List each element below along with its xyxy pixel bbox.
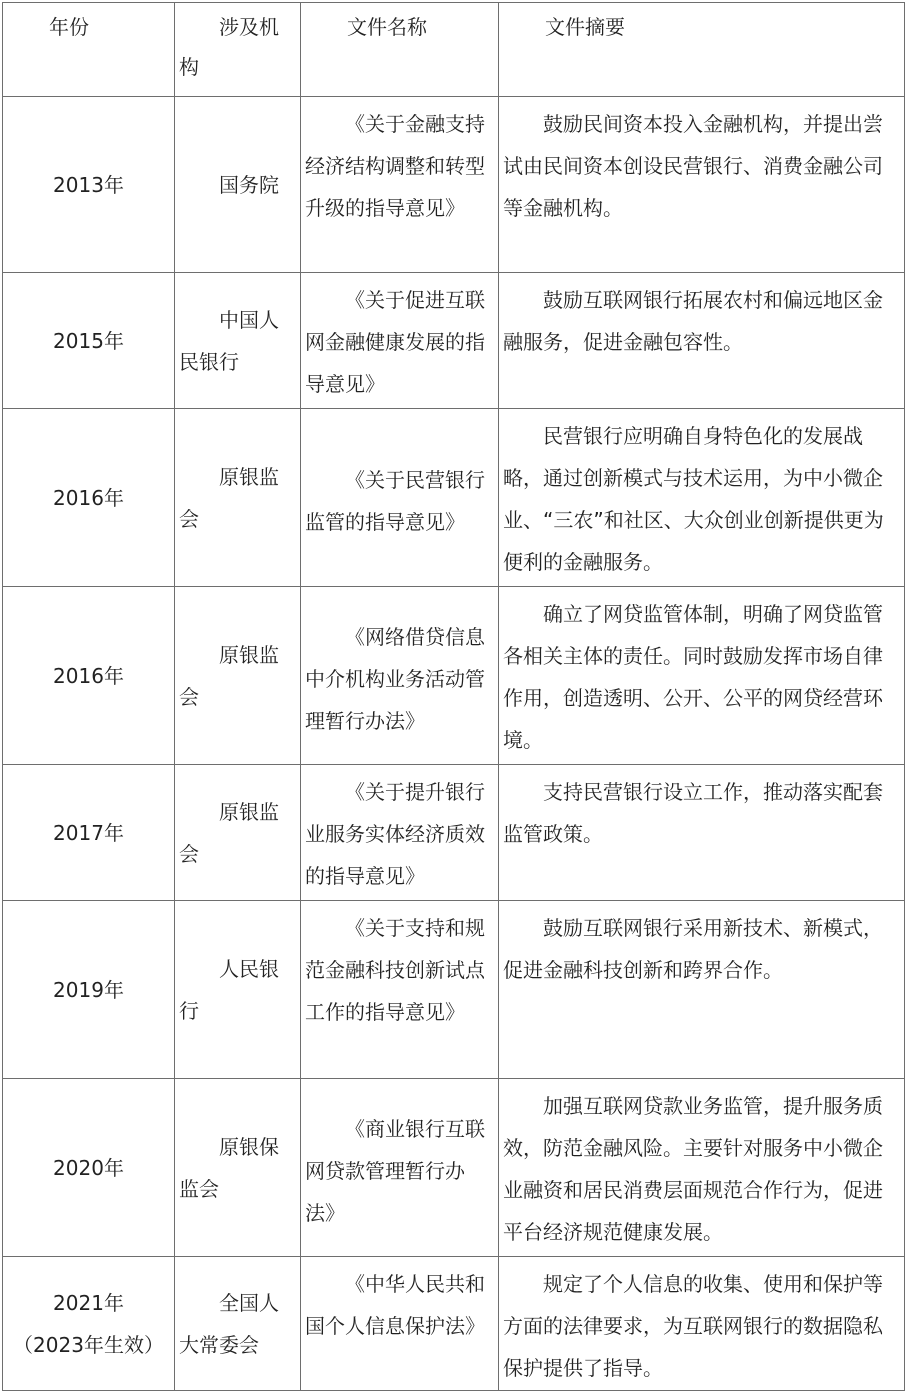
- header-year: 年份: [3, 3, 175, 97]
- summary-text: 民营银行应明确自身特色化的发展战略，通过创新模式与技术运用，为中小微企业、“三农”和社区、大众创业创新提供更为便利的金融服务。: [503, 424, 884, 574]
- header-name: 文件名称: [301, 3, 499, 97]
- doc-name-cell: [301, 1257, 499, 1391]
- org-cell: [175, 273, 301, 409]
- year-cell: [3, 97, 175, 273]
- org-text: 全国人大常委会: [179, 1290, 279, 1357]
- year-text: 2015年: [53, 328, 124, 353]
- table-row: [3, 1079, 905, 1257]
- summary-cell: [499, 901, 905, 1079]
- org-cell: [175, 901, 301, 1079]
- org-cell: [175, 765, 301, 901]
- year-cell: [3, 1257, 175, 1391]
- summary-text: 鼓励互联网银行拓展农村和偏远地区金融服务，促进金融包容性。: [503, 288, 883, 354]
- org-text: 中国人民银行: [179, 307, 279, 374]
- summary-text: 鼓励互联网银行采用新技术、新模式，促进金融科技创新和跨界合作。: [503, 916, 883, 982]
- org-text: 原银保监会: [179, 1134, 279, 1201]
- summary-text: 确立了网贷监管体制，明确了网贷监管各相关主体的责任。同时鼓励发挥市场自律作用，创造透明、公开、公平的网贷经营环境。: [503, 602, 883, 752]
- summary-text: 鼓励民间资本投入金融机构，并提出尝试由民间资本创设民营银行、消费金融公司等金融机构。: [503, 112, 883, 220]
- org-text: 原银监会: [179, 642, 279, 709]
- year-cell: [3, 587, 175, 765]
- doc-name-text: 《关于支持和规范金融科技创新试点工作的指导意见》: [305, 916, 485, 1024]
- org-cell: [175, 97, 301, 273]
- org-text: 国务院: [219, 172, 279, 197]
- policy-table: [2, 2, 905, 1391]
- year-cell: [3, 1079, 175, 1257]
- org-text: 人民银行: [179, 956, 279, 1023]
- table-row: [3, 1257, 905, 1391]
- year-text: 2013年: [53, 172, 124, 197]
- year-text: 2017年: [53, 820, 124, 845]
- year-text: 2016年: [53, 485, 124, 510]
- org-cell: [175, 409, 301, 587]
- table-row: [3, 765, 905, 901]
- doc-name-text: 《商业银行互联网贷款管理暂行办法》: [305, 1116, 485, 1225]
- doc-name-text: 《中华人民共和国个人信息保护法》: [305, 1272, 485, 1338]
- table-row: [3, 409, 905, 587]
- header-summary: 文件摘要: [499, 3, 905, 97]
- doc-name-cell: [301, 587, 499, 765]
- doc-name-text: 《关于金融支持经济结构调整和转型升级的指导意见》: [305, 112, 485, 220]
- table-row: [3, 97, 905, 273]
- org-cell: [175, 1257, 301, 1391]
- org-cell: [175, 587, 301, 765]
- org-text: 原银监会: [179, 799, 279, 866]
- doc-name-text: 《关于提升银行业服务实体经济质效的指导意见》: [305, 780, 485, 888]
- year-text: 2021年: [53, 1290, 124, 1315]
- year-cell: [3, 765, 175, 901]
- doc-name-cell: [301, 901, 499, 1079]
- table-row: [3, 273, 905, 409]
- summary-cell: [499, 765, 905, 901]
- year-text: 2020年: [53, 1155, 124, 1180]
- doc-name-text: 《网络借贷信息中介机构业务活动管理暂行办法》: [305, 624, 485, 733]
- summary-cell: [499, 587, 905, 765]
- year-text: 2016年: [53, 663, 124, 688]
- table-row: [3, 901, 905, 1079]
- doc-name-cell: [301, 765, 499, 901]
- doc-name-cell: [301, 1079, 499, 1257]
- year-text: 2019年: [53, 977, 124, 1002]
- doc-name-text: 《关于促进互联网金融健康发展的指导意见》: [305, 288, 485, 396]
- year-note: （2023年生效）: [13, 1332, 164, 1357]
- doc-name-cell: [301, 273, 499, 409]
- year-cell: [3, 901, 175, 1079]
- header-row: [3, 3, 905, 97]
- summary-text: 规定了个人信息的收集、使用和保护等方面的法律要求，为互联网银行的数据隐私保护提供了指导。: [503, 1272, 883, 1380]
- summary-text: 支持民营银行设立工作，推动落实配套监管政策。: [503, 780, 883, 846]
- org-text: 原银监会: [179, 464, 279, 531]
- header-org: 涉及机构: [175, 3, 301, 97]
- doc-name-text: 《关于民营银行监管的指导意见》: [305, 467, 485, 534]
- summary-text: 加强互联网贷款业务监管，提升服务质效，防范金融风险。主要针对服务中小微企业融资和居民消费层面规范合作行为，促进平台经济规范健康发展。: [503, 1094, 883, 1244]
- summary-cell: [499, 97, 905, 273]
- org-cell: [175, 1079, 301, 1257]
- summary-cell: [499, 1257, 905, 1391]
- summary-cell: [499, 273, 905, 409]
- summary-cell: [499, 1079, 905, 1257]
- year-cell: [3, 409, 175, 587]
- summary-cell: [499, 409, 905, 587]
- doc-name-cell: [301, 409, 499, 587]
- table-row: [3, 587, 905, 765]
- doc-name-cell: [301, 97, 499, 273]
- year-cell: [3, 273, 175, 409]
